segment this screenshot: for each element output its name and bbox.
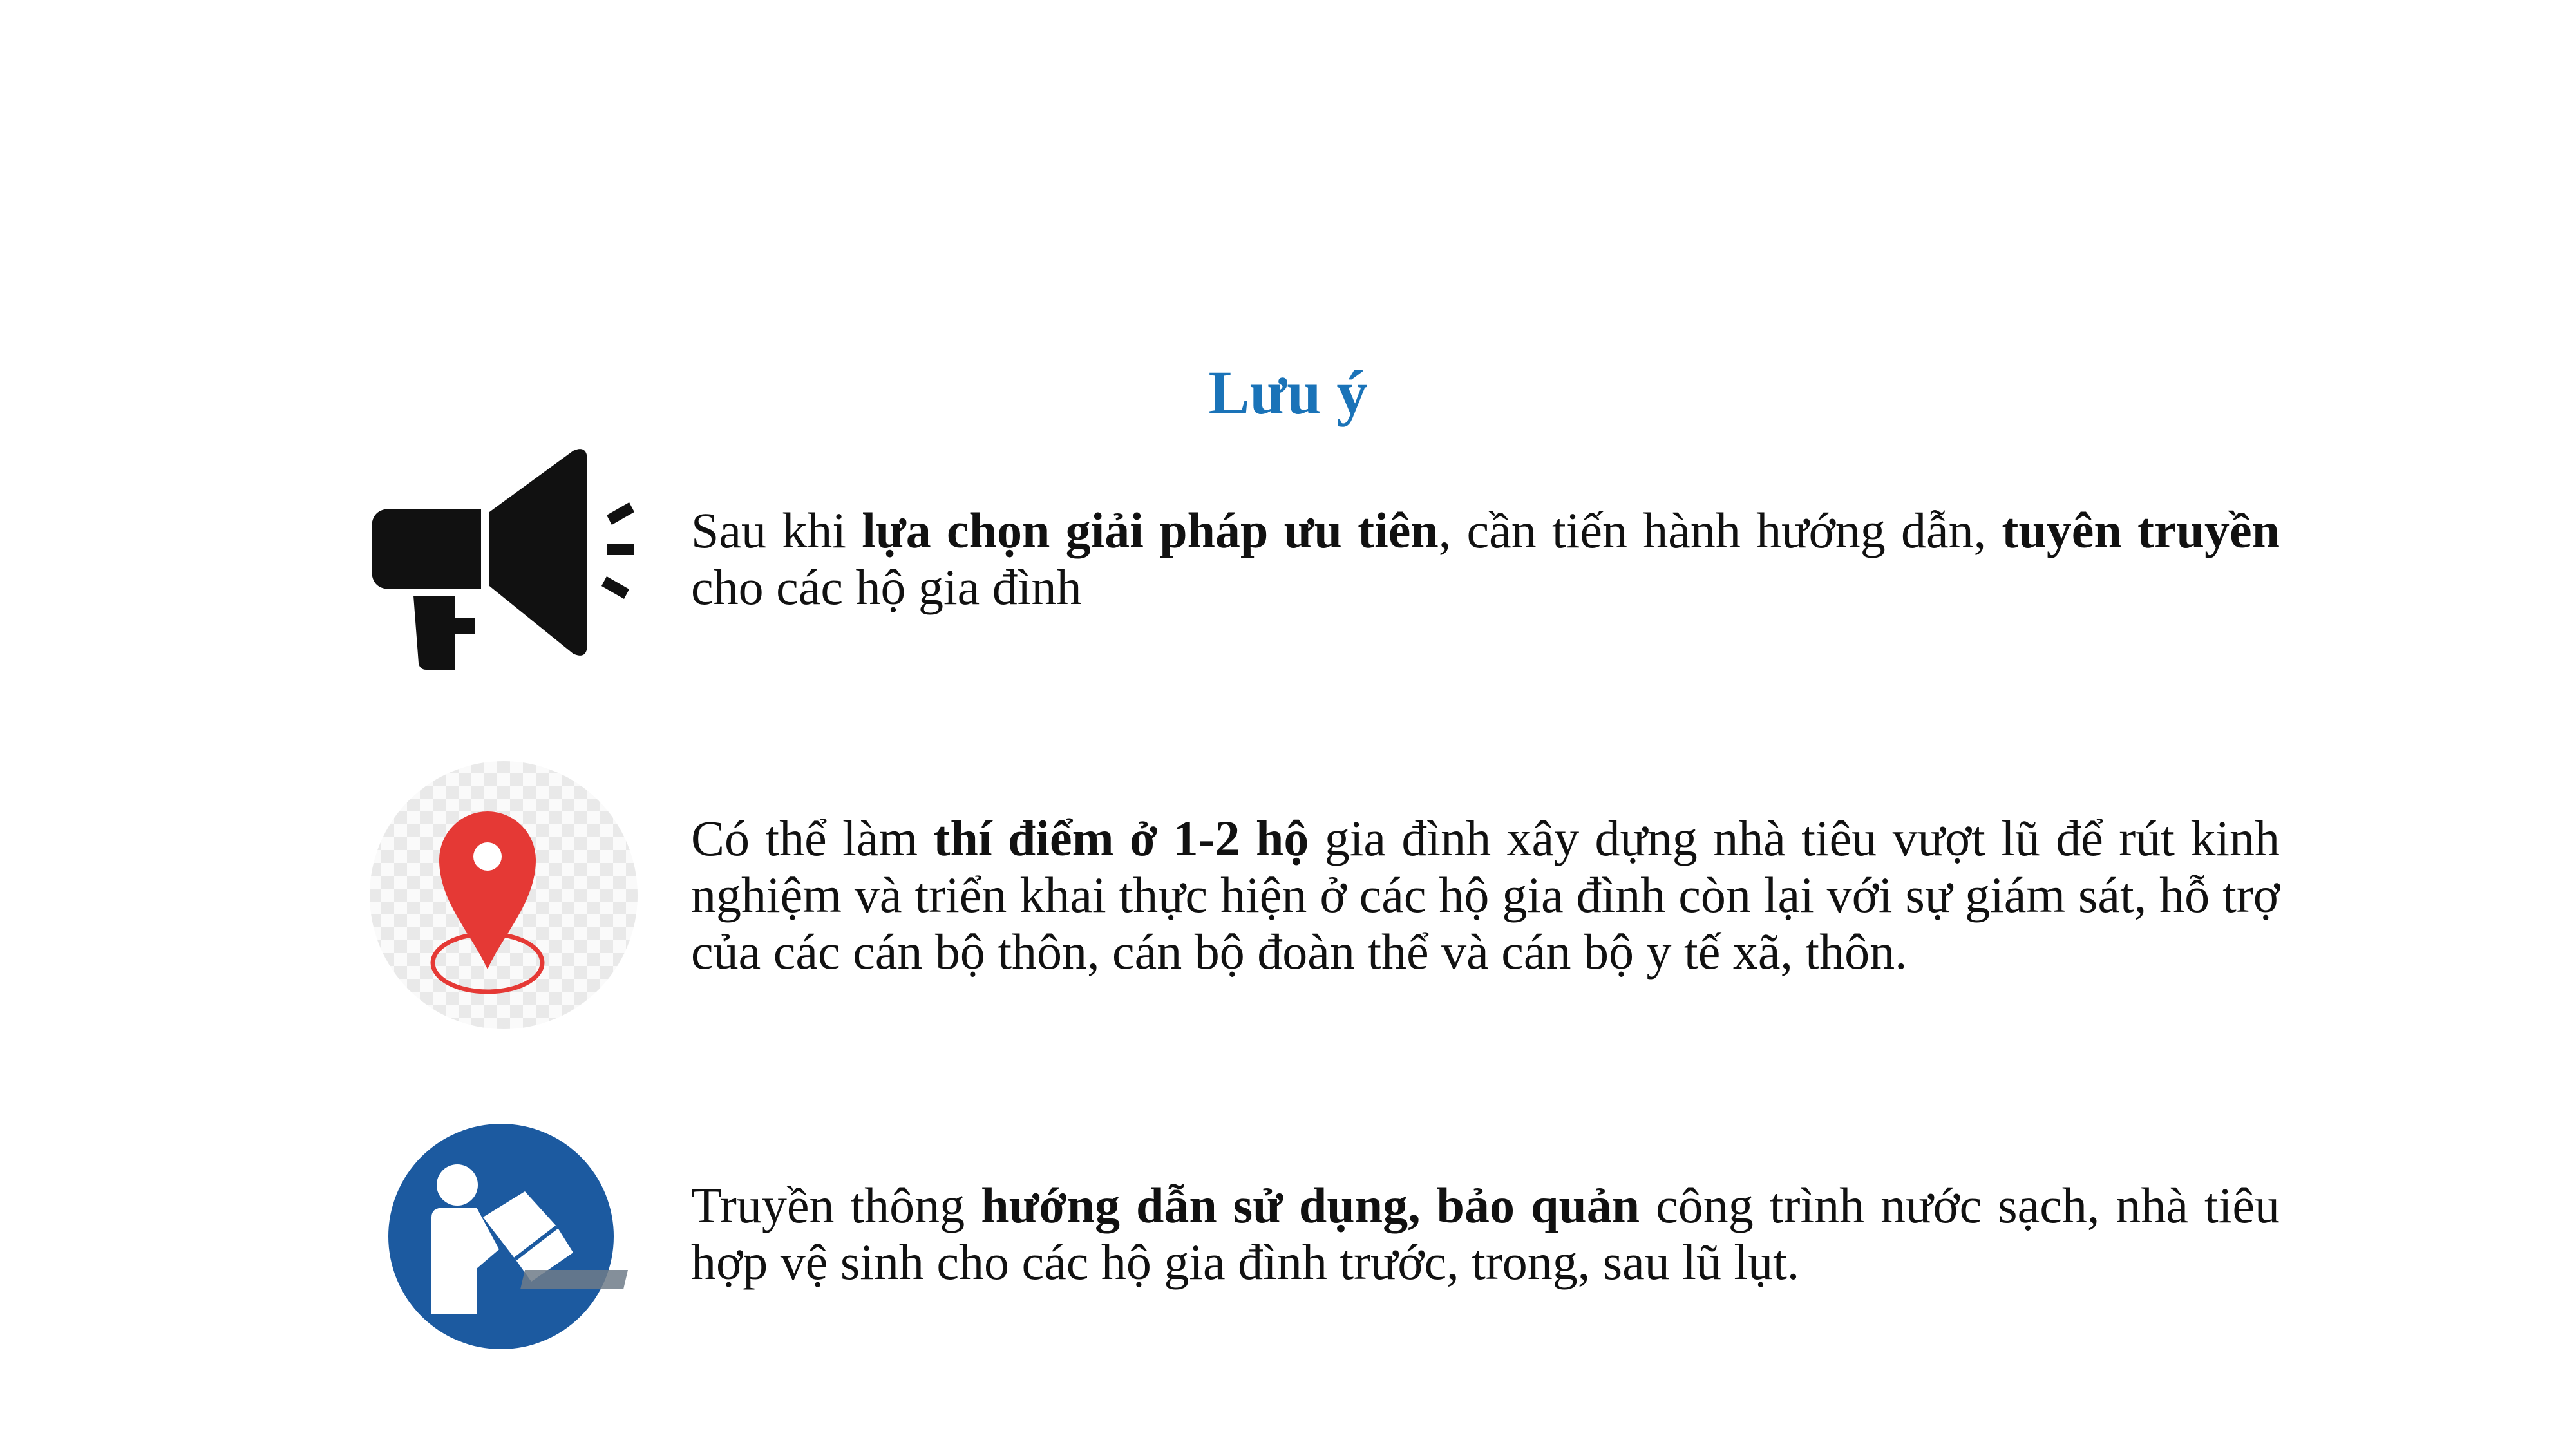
emphasis-text: lựa chọn giải pháp ưu tiên bbox=[862, 502, 1439, 558]
body-text: Sau khi bbox=[691, 502, 862, 558]
body-text: Truyền thông bbox=[691, 1177, 981, 1233]
body-text: gia đình xây dựng nhà tiêu vượt lũ để rút kinh nghiệm và triển khai thực hiện ở các hộ gia đình còn lại với sự giám sát, hỗ trợ của các cán bộ thôn, cán bộ đoàn thể và cán bộ y tế xã, thôn. bbox=[691, 810, 2280, 980]
body-text: , cần tiến hành hướng dẫn, bbox=[1438, 502, 2002, 558]
emphasis-text: tuyên truyền bbox=[2002, 502, 2280, 558]
body-text: cho các hộ gia đình bbox=[691, 559, 1082, 615]
read-manual-icon bbox=[386, 1121, 638, 1352]
note-3-text bbox=[691, 1177, 2280, 1291]
emphasis-text: thí điểm ở 1-2 hộ bbox=[933, 810, 1309, 866]
body-text: Có thể làm bbox=[691, 810, 934, 866]
emphasis-text: hướng dẫn sử dụng, bảo quản bbox=[981, 1177, 1640, 1233]
megaphone-icon bbox=[368, 448, 642, 676]
note-1-text bbox=[691, 502, 2280, 616]
page-title: Lưu ý bbox=[1208, 358, 1368, 427]
location-pin-icon bbox=[368, 760, 639, 1030]
body-text: công trình nước sạch, nhà tiêu hợp vệ sinh cho các hộ gia đình trước, trong, sau lũ lụt. bbox=[691, 1177, 2280, 1290]
note-2-text bbox=[691, 810, 2280, 980]
